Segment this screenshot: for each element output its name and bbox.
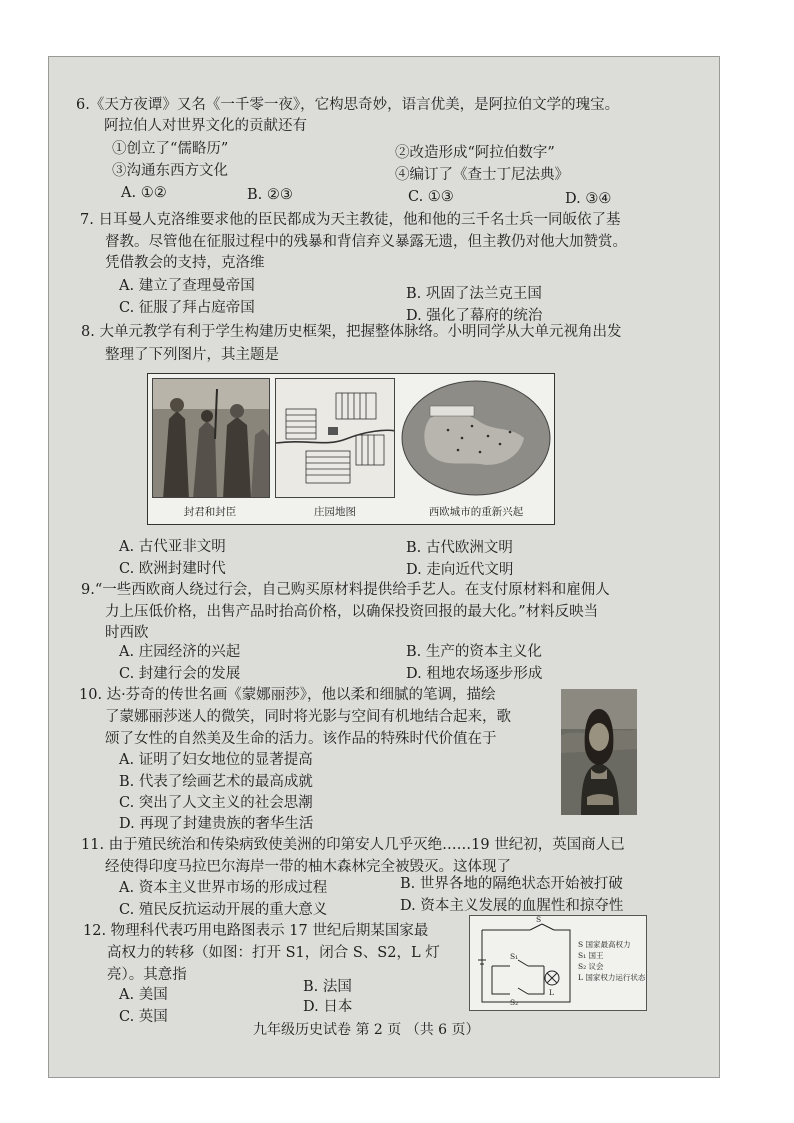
q8-option-b: B. 古代欧洲文明 <box>406 540 513 556</box>
q7-stem-line2: 督教。尽管他在征服过程中的残暴和背信弃义暴露无遗，但主教仍对他大加赞赏。 <box>105 234 627 250</box>
q10-option-d: D. 再现了封建贵族的奢华生活 <box>119 816 314 832</box>
q11-option-b: B. 世界各地的隔绝状态开始被打破 <box>400 876 623 892</box>
q9-option-c: C. 封建行会的发展 <box>119 666 241 682</box>
exam-page <box>48 56 720 1078</box>
legend-l: L 国家权力运行状态 <box>578 973 646 982</box>
q8-stem-line2: 整理了下列图片，其主题是 <box>105 347 279 363</box>
mona-lisa-image <box>561 689 637 815</box>
switch-s1-label: S₁ <box>510 952 519 961</box>
q7-stem-line1: 7. 日耳曼人克洛维要求他的臣民都成为天主教徒，他和他的三千名士兵一同皈依了基 <box>80 212 621 228</box>
q12-circuit-diagram <box>469 915 647 1011</box>
q12-option-d: D. 日本 <box>303 999 353 1015</box>
legend-s: S 国家最高权力 <box>578 940 631 949</box>
q11-option-a: A. 资本主义世界市场的形成过程 <box>119 880 328 896</box>
page-footer: 九年级历史试卷 第 2 页 （共 6 页） <box>253 1022 480 1038</box>
caption-lord-vassal: 封君和封臣 <box>183 506 237 518</box>
q7-option-d: D. 强化了幕府的统治 <box>406 308 543 324</box>
q10-option-b: B. 代表了绘画艺术的最高成就 <box>119 774 313 790</box>
q9-option-b: B. 生产的资本主义化 <box>406 644 542 660</box>
q12-option-a: A. 美国 <box>119 987 168 1003</box>
q10-stem-line1: 10. 达·芬奇的传世名画《蒙娜丽莎》，他以柔和细腻的笔调，描绘 <box>79 687 496 703</box>
q9-option-a: A. 庄园经济的兴起 <box>119 644 241 660</box>
caption-towns-revival: 西欧城市的重新兴起 <box>428 506 524 518</box>
q7-option-b: B. 巩固了法兰克王国 <box>406 286 542 302</box>
q11-stem-line1: 11. 由于殖民统治和传染病致使美洲的印第安人几乎灭绝……19 世纪初，英国商人已 <box>81 837 625 853</box>
q9-stem-line2: 力上压低价格，出售产品时抬高价格，以确保投资回报的最大化。”材料反映当 <box>105 604 599 620</box>
q12-option-b: B. 法国 <box>303 979 352 995</box>
q10-stem-line2: 了蒙娜丽莎迷人的微笑，同时将光影与空间有机地结合起来，歌 <box>105 709 511 725</box>
q12-stem-line1: 12. 物理科代表巧用电路图表示 17 世纪后期某国家最 <box>83 923 429 939</box>
q10-stem-line3: 颂了女性的自然美及生命的活力。该作品的特殊时代价值在于 <box>105 731 497 747</box>
q7-option-c: C. 征服了拜占庭帝国 <box>119 300 255 316</box>
q9-stem-line1: 9.“一些西欧商人绕过行会，自己购买原材料提供给手艺人。在支付原材料和雇佣人 <box>81 582 610 598</box>
q6-option-c: C. ①③ <box>408 189 454 205</box>
q9-option-d: D. 租地农场逐步形成 <box>406 666 543 682</box>
q6-stem-line1: 6.《天方夜谭》又名《一千零一夜》，它构思奇妙，语言优美，是阿拉伯文学的瑰宝。 <box>76 97 620 113</box>
q6-option-a: A. ①② <box>121 185 167 201</box>
switch-s-label: S <box>536 915 542 924</box>
q8-figure <box>147 373 555 525</box>
q11-option-c: C. 殖民反抗运动开展的重大意义 <box>119 902 328 918</box>
lamp-l-label: L <box>549 988 554 997</box>
q6-stem-line2: 阿拉伯人对世界文化的贡献还有 <box>104 118 307 134</box>
q7-stem-line3: 凭借教会的支持，克洛维 <box>105 255 265 271</box>
switch-s2-label: S₂ <box>510 998 519 1007</box>
q6-statement-3: ③沟通东西方文化 <box>112 163 228 179</box>
q8-option-c: C. 欧洲封建时代 <box>119 561 226 577</box>
medieval-towns-map-image <box>400 378 552 498</box>
manor-map-image <box>275 378 395 498</box>
q12-stem-line3: 亮）。其意指 <box>107 967 187 983</box>
q6-statement-1: ①创立了“儒略历” <box>112 141 229 157</box>
q7-option-a: A. 建立了查理曼帝国 <box>119 278 255 294</box>
q6-statement-4: ④编订了《查士丁尼法典》 <box>395 167 569 183</box>
lord-and-vassal-image <box>152 378 270 498</box>
q8-option-d: D. 走向近代文明 <box>406 562 514 578</box>
q10-option-c: C. 突出了人文主义的社会思潮 <box>119 795 313 811</box>
q10-option-a: A. 证明了妇女地位的显著提高 <box>119 752 313 768</box>
q9-stem-line3: 时西欧 <box>105 625 149 641</box>
q6-option-b: B. ②③ <box>247 187 293 203</box>
legend-s1: S₁ 国王 <box>578 951 604 960</box>
q6-statement-2: ②改造形成“阿拉伯数字” <box>395 145 555 161</box>
legend-s2: S₂ 议会 <box>578 962 604 971</box>
caption-manor-map: 庄园地图 <box>314 506 356 518</box>
q11-stem-line2: 经使得印度马拉巴尔海岸一带的柚木森林完全被毁灭。这体现了 <box>105 859 511 875</box>
q12-option-c: C. 英国 <box>119 1009 168 1025</box>
q8-stem-line1: 8. 大单元教学有利于学生构建历史框架，把握整体脉络。小明同学从大单元视角出发 <box>81 324 622 340</box>
q11-option-d: D. 资本主义发展的血腥性和掠夺性 <box>400 898 624 914</box>
q6-option-d: D. ③④ <box>565 191 612 207</box>
q12-stem-line2: 高权力的转移（如图：打开 S1，闭合 S、S2，L 灯 <box>107 945 440 961</box>
q8-option-a: A. 古代亚非文明 <box>119 539 226 555</box>
